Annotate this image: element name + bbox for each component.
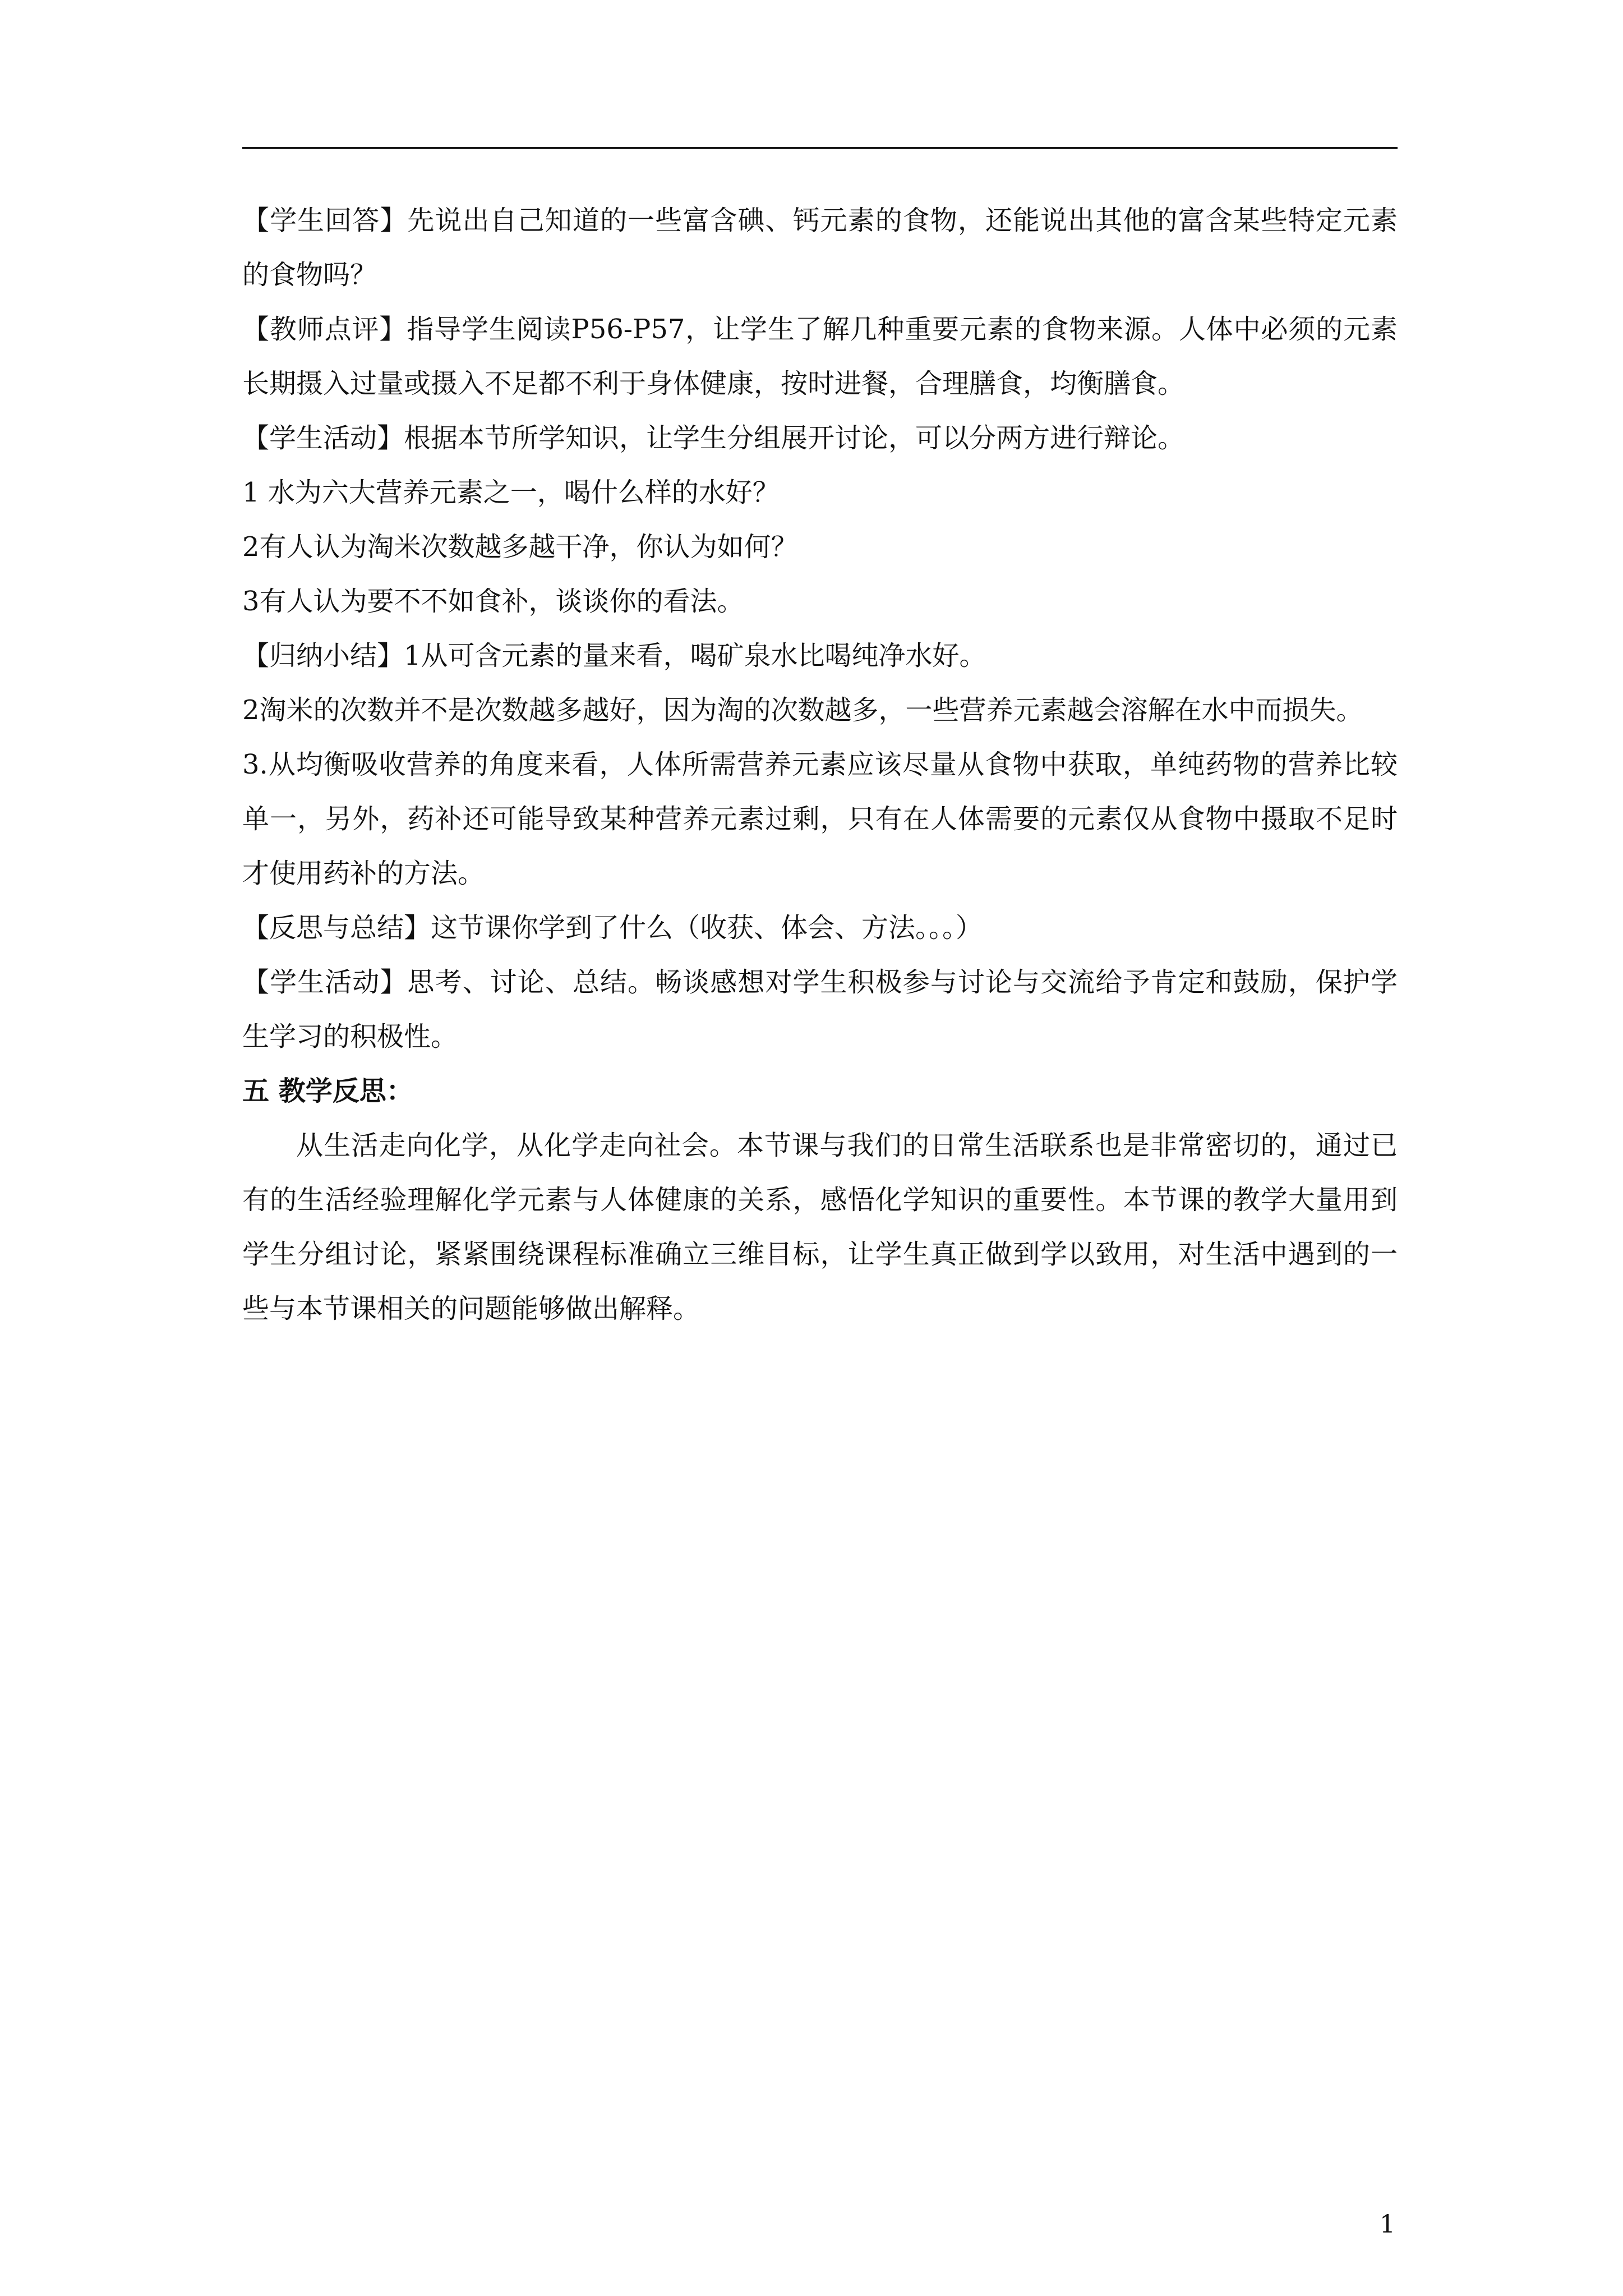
summary-item-2: 2淘米的次数并不是次数越多越好，因为淘的次数越多，一些营养元素越会溶解在水中而损失。 xyxy=(242,694,1363,726)
paragraph-teacher-comment: 【教师点评】指导学生阅读P56-P57，让学生了解几种重要元素的食物来源。人体中必须的元素长期摄入过量或摄入不足都不利于身体健康，按时进餐，合理膳食，均衡膳食。 xyxy=(242,314,1398,399)
paragraph-teaching-reflection: 从生活走向化学，从化学走向社会。本节课与我们的日常生活联系也是非常密切的，通过已有的生活经验理解化学元素与人体健康的关系，感悟化学知识的重要性。本节课的教学大量用到学生分组讨论，紧紧围绕课程标准确立三维目标，让学生真正做到学以致用，对生活中遇到的一些与本节课相关的问题能够做出解释。 xyxy=(242,1130,1398,1324)
summary-item-3: 3.从均衡吸收营养的角度来看，人体所需营养元素应该尽量从食物中获取，单纯药物的营养比较单一，另外，药补还可能导致某种营养元素过剩，只有在人体需要的元素仅从食物中摄取不足时才使用药补的方法。 xyxy=(242,749,1398,889)
paragraph-student-activity: 【学生活动】根据本节所学知识，让学生分组展开讨论，可以分两方进行辩论。 xyxy=(242,422,1185,454)
discussion-item-2: 2有人认为淘米次数越多越干净，你认为如何？ xyxy=(242,531,798,563)
paragraph-student-activity-2: 【学生活动】思考、讨论、总结。畅谈感想对学生积极参与讨论与交流给予肯定和鼓励，保护学生学习的积极性。 xyxy=(242,967,1398,1052)
paragraph-reflection-prompt: 【反思与总结】这节课你学到了什么（收获、体会、方法。。。） xyxy=(242,912,983,944)
header-rule xyxy=(242,147,1398,149)
discussion-item-1: 1 水为六大营养元素之一，喝什么样的水好？ xyxy=(242,477,780,508)
discussion-item-3: 3有人认为要不不如食补，谈谈你的看法。 xyxy=(242,586,744,617)
document-body xyxy=(242,194,1398,1336)
section-heading: 五 教学反思： xyxy=(242,1075,413,1107)
paragraph-student-answer: 【学生回答】先说出自己知道的一些富含碘、钙元素的食物，还能说出其他的富含某些特定元素的食物吗？ xyxy=(242,205,1398,291)
page-number: 1 xyxy=(1380,2210,1395,2239)
summary-item-1: 【归纳小结】1从可含元素的量来看，喝矿泉水比喝纯净水好。 xyxy=(242,640,986,671)
